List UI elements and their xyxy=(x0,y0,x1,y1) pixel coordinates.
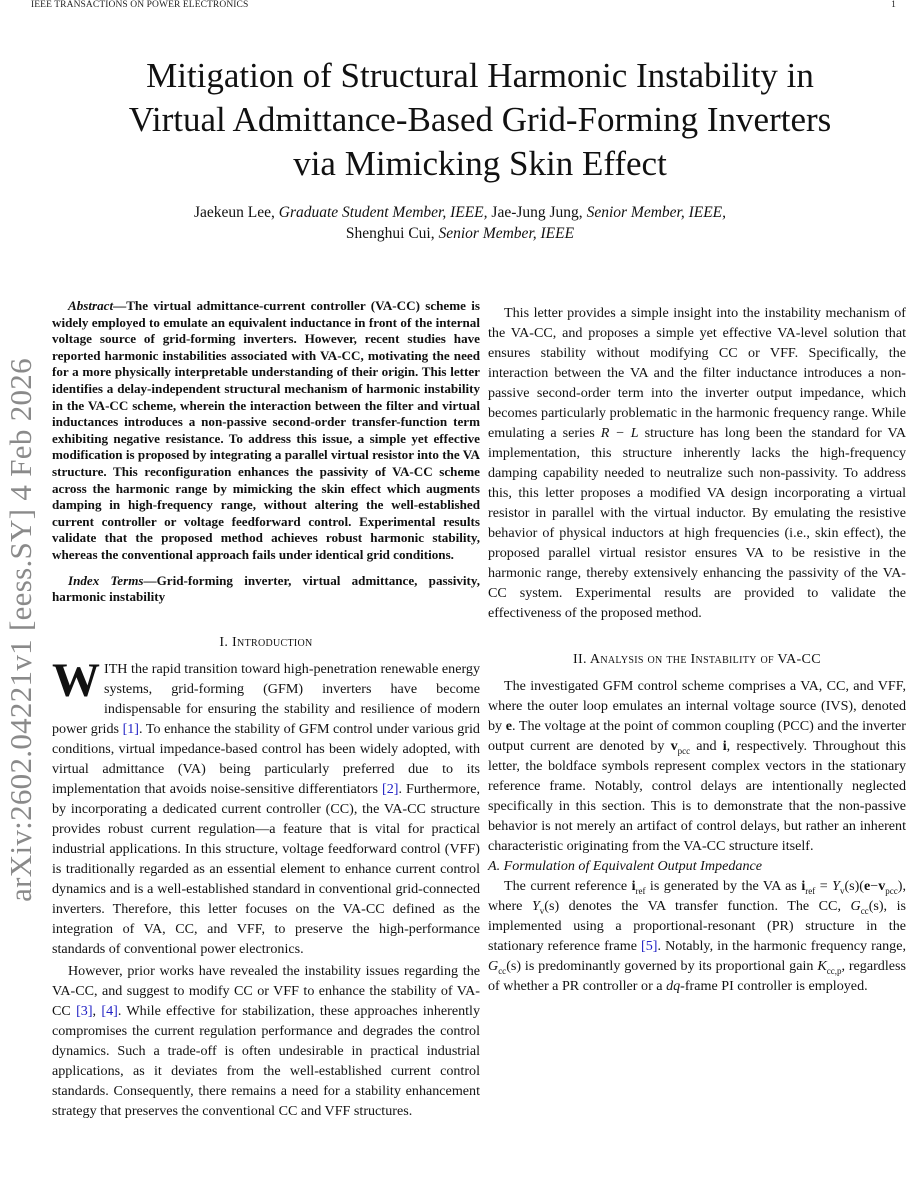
author-name: Shenghui Cui, xyxy=(345,225,439,242)
math-symbol: v xyxy=(878,878,886,894)
page-number: 1 xyxy=(891,0,896,10)
text-run: and xyxy=(690,738,723,754)
citation-link-4[interactable]: [4] xyxy=(101,1002,118,1019)
journal-name: IEEE TRANSACTIONS ON POWER ELECTRONICS xyxy=(31,0,249,10)
text-run: This letter provides a simple insight into the instability mechanism of the VA-CC, and proposes a simple yet effective VA-level solution that ensures stability without modifying CC or VFF. Specifically, the interaction between the VA and the filter inductance introduces a non-passive second-order term into the inverter output impedance, which becomes particularly problematic in the harmonic frequency range. While emulating a series xyxy=(488,305,906,441)
math-symbol: Y xyxy=(832,878,840,894)
section-heading-analysis: II. Analysis on the Instability of VA-CC xyxy=(573,651,821,667)
math-symbol: Y xyxy=(531,898,540,914)
citation-link-2[interactable]: [2] xyxy=(382,780,399,797)
math-subscript: cc xyxy=(860,905,869,916)
title-line-2: Virtual Admittance-Based Grid-Forming Inverters xyxy=(128,100,832,139)
text-run: . The voltage at the point of common coupling (PCC) and the inverter output current are denoted by xyxy=(488,718,906,754)
text-run: (s) denotes the VA transfer function. The CC, xyxy=(544,898,851,914)
text-run: , respectively. Throughout this letter, the boldface symbols represent complex vectors in the stationary reference frame. Notably, control delays are intentionally neglected specifically in this section. This is to demonstrate that the non-passive behavior is not merely an artifact of control delays, but rather an inherent characteristic originating from the VA-CC structure itself. xyxy=(488,738,906,854)
section-heading-introduction: I. Introduction xyxy=(219,633,313,650)
intro-paragraph-3 xyxy=(488,303,906,623)
index-terms xyxy=(52,573,480,606)
index-terms-text: —Grid-forming inverter, virtual admittance, passivity, harmonic instability xyxy=(52,572,480,605)
text-run: ), where xyxy=(488,878,906,914)
math-symbol: G xyxy=(488,958,499,974)
title-line-3: via Mimicking Skin Effect xyxy=(293,144,667,183)
math-symbol: i xyxy=(722,738,727,754)
text-run: However, prior works have revealed the instability issues regarding the VA-CC, and suggest to modify CC or VFF to enhance the stability of VA-CC xyxy=(52,962,480,1019)
author-list xyxy=(100,202,820,244)
abstract-text: —The virtual admittance-current controller (VA-CC) scheme is widely employed to emulate an equivalent inductance in front of the internal voltage source of grid-forming inverters. However, recent studies have reported harmonic instabilities associated with VA-CC, motivating the need for a more physically interpretable understanding of their origin. This letter identifies a delay-independent structural mechanism of harmonic instability in the VA-CC scheme, wherein the interaction between the filter and virtual inductances introduces a non-passive second-order transfer-function term exhibiting negative resistance. To address this issue, a simple yet effective modification is proposed by integrating a parallel virtual resistor into the VA structure. This reconfiguration enhances the passivity of VA-CC scheme across the harmonic range by mimicking the skin effect which augments damping in high-frequency range, without altering the well-established current controller or voltage feedforward control. Experimental results validate that the proposed method achieves robust harmonic stability, whereas the conventional approach fails under identical grid conditions. xyxy=(52,298,480,562)
author-role: Graduate Student Member, IEEE, xyxy=(278,204,488,221)
text-run: (s), is implemented using a proportional-resonant (PR) structure in the stationary reference frame xyxy=(488,898,906,954)
math-symbol: e xyxy=(505,718,512,734)
text-run: = xyxy=(815,878,833,894)
math-symbol: i xyxy=(631,878,636,894)
math-subscript: cc xyxy=(498,965,507,976)
author-role: Senior Member, IEEE, xyxy=(586,204,727,221)
author-name: Jaekeun Lee, xyxy=(193,204,279,221)
math-symbol: e xyxy=(864,878,871,894)
text-run: . Notably, in the harmonic frequency range, xyxy=(657,938,906,954)
arxiv-id-text: arXiv:2602.04221v1 [eess.SY] 4 Feb 2026 xyxy=(3,358,38,902)
text-run: The investigated GFM control scheme comprises a VA, CC, and VFF, where the outer loop emulates an internal voltage source (IVS), denoted by xyxy=(488,678,906,734)
author-role: Senior Member, IEEE xyxy=(438,225,575,242)
math-symbol: K xyxy=(817,958,827,974)
subsection-a-paragraph-1 xyxy=(488,876,906,996)
index-terms-label: Index Terms xyxy=(68,572,144,588)
text-run: . Furthermore, by incorporating a dedicated current controller (CC), the VA-CC structure provides robust current regulation—a feature that is vital for practical industrial applications. In this structure, voltage feedforward control (VFF) is traditionally regarded as an essential element to enhance current control dynamics and is a well-established standard in conventional grid-connected inverters. Therefore, this letter focuses on the VA-CC defined as the integration of VA, CC, and VFF, to preserve the high-performance standards of conventional power electronics. xyxy=(52,780,480,957)
math-subscript: v xyxy=(539,905,545,916)
analysis-paragraph-1 xyxy=(488,676,906,856)
citation-link-5[interactable]: [5] xyxy=(641,938,658,954)
arxiv-identifier-stamp xyxy=(4,320,38,940)
text-run: (s) is predominantly governed by its proportional gain xyxy=(506,958,818,974)
text-run: The current reference xyxy=(504,878,632,894)
math-subscript: pcc xyxy=(885,885,898,896)
text-run: (s)( xyxy=(844,878,865,894)
left-column xyxy=(52,298,480,1121)
text-run: . While effective for stabilization, these approaches inherently compromises the current regulation performance and degrades the control dynamics. Such a trade-off is often undesirable in practical industrial applications, as it deviates from the well-established current control standards. Consequently, there remains a need for a stability enhancement strategy that preserves the conventional CC and VFF structures. xyxy=(52,1002,480,1119)
title-line-1: Mitigation of Structural Harmonic Instability in xyxy=(146,56,814,95)
math-symbol: i xyxy=(801,878,806,894)
math-subscript: cc,p xyxy=(826,965,842,976)
drop-cap-letter: W xyxy=(52,653,100,707)
subsection-heading-a: A. Formulation of Equivalent Output Impedance xyxy=(488,858,762,874)
text-run: is generated by the VA as xyxy=(645,878,802,894)
text-run: , regardless of whether a PR controller or a xyxy=(488,958,906,994)
citation-link-3[interactable]: [3] xyxy=(76,1002,93,1019)
citation-link-1[interactable]: [1] xyxy=(122,720,139,737)
paper-title xyxy=(40,54,906,186)
math-symbol: R − L xyxy=(600,425,639,441)
text-run: ITH the rapid transition toward high-penetration renewable energy systems, grid-forming (GFM) inverters have become indispensable for ensuring the stability and resilience of modern power grids xyxy=(52,660,480,737)
math-symbol: G xyxy=(850,898,861,914)
text-run: . To enhance the stability of GFM control under various grid conditions, virtual impedance-based control has been widely adopted, with virtual admittance (VA) being particularly preferred due to its implementation that avoids noise-sensitive differentiators xyxy=(52,720,480,797)
math-subscript: pcc xyxy=(677,745,691,756)
abstract xyxy=(52,298,480,564)
text-run: -frame PI controller is employed. xyxy=(680,978,868,994)
text-run: , xyxy=(92,1002,102,1019)
intro-paragraph-2 xyxy=(52,961,480,1121)
math-symbol: v xyxy=(670,738,678,754)
text-run: − xyxy=(870,878,879,894)
running-header xyxy=(31,0,896,14)
math-subscript: ref xyxy=(635,885,646,896)
text-run: structure has long been the standard for VA implementation, this structure inherently lacks the high-frequency damping capability needed to neutralize such non-passivity. To address this, this letter proposes a modified VA design incorporating a virtual resistor in parallel with the virtual inductor. By emulating the resistive behavior of physical inductors at high frequencies (i.e., skin effect), the proposed parallel virtual resistor ensures VA to be resistive in the harmonic range, thereby extensively enhancing the passivity of the VA-CC system. Experimental results are provided to validate the effectiveness of the proposed method. xyxy=(488,425,906,621)
math-subscript: v xyxy=(839,885,845,896)
author-name: Jae-Jung Jung, xyxy=(487,204,587,221)
abstract-label: Abstract xyxy=(68,298,114,313)
math-subscript: ref xyxy=(805,885,816,896)
math-symbol: dq xyxy=(666,978,681,994)
right-column xyxy=(488,301,906,996)
intro-paragraph-1 xyxy=(52,653,480,959)
